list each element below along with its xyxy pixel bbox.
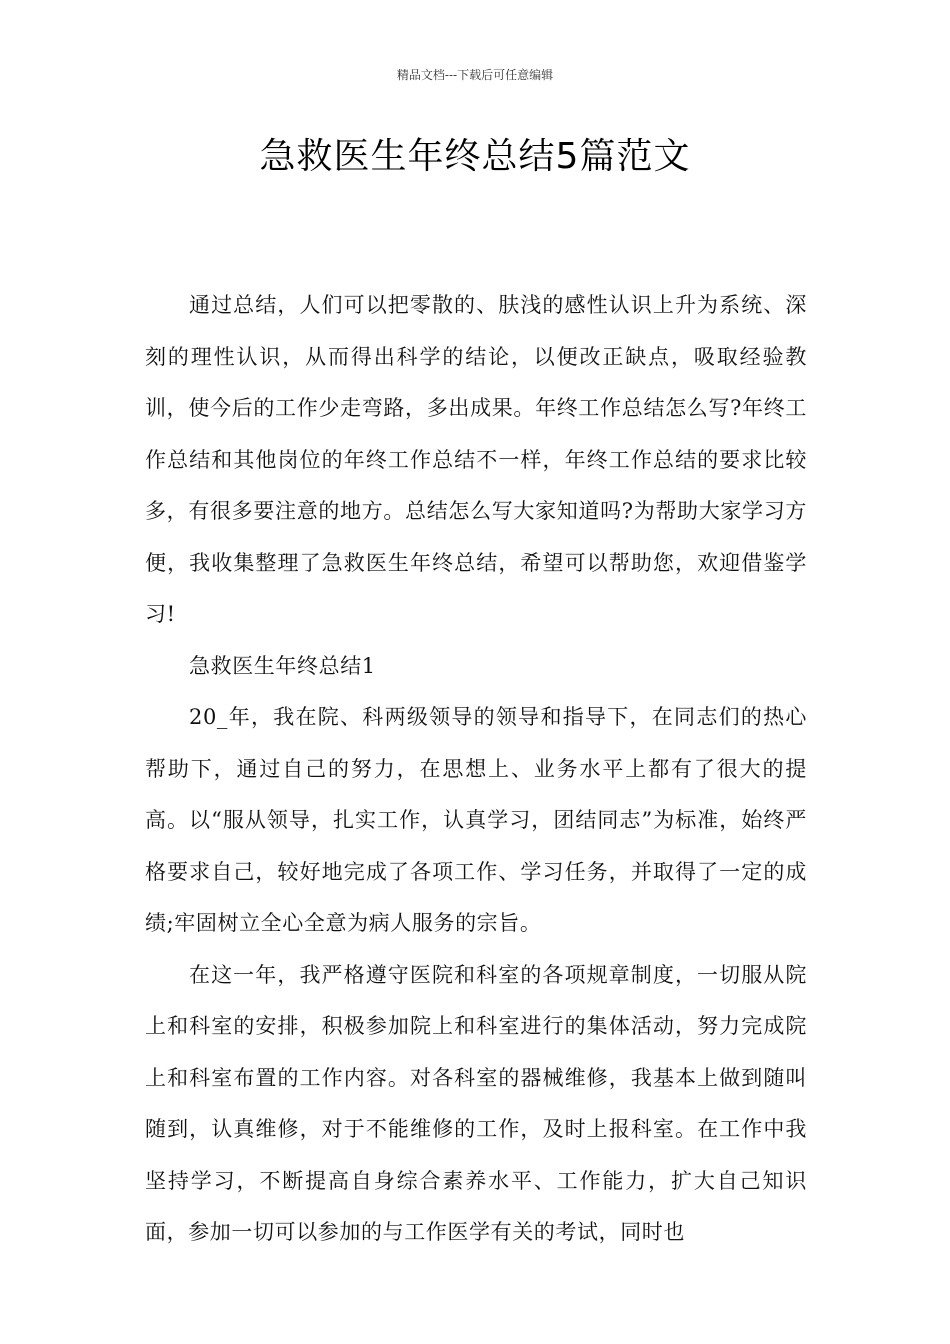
paragraph-summary-1: 20_年，我在院、科两级领导的领导和指导下，在同志们的热心帮助下，通过自己的努力，在思想上、业务水平上都有了很大的提高。以“服从领导，扎实工作，认真学习，团结同志”为标准，始终严格要求自己，较好地完成了各项工作、学习任务，并取得了一定的成绩;牢固树立全心全意为病人服务的宗旨。 bbox=[145, 705, 807, 935]
document-body bbox=[145, 280, 807, 1259]
paragraph-work-1: 在这一年，我严格遵守医院和科室的各项规章制度，一切服从院上和科室的安排，积极参加院上和科室进行的集体活动，努力完成院上和科室布置的工作内容。对各科室的器械维修，我基本上做到随叫随到，认真维修，对于不能维修的工作，及时上报科室。在工作中我坚持学习，不断提高自身综合素养水平、工作能力，扩大自己知识面，参加一切可以参加的与工作医学有关的考试，同时也 bbox=[145, 962, 807, 1244]
section-heading-1: 急救医生年终总结1 bbox=[189, 653, 376, 678]
document-title: 急救医生年终总结5篇范文 bbox=[259, 136, 691, 177]
paragraph-intro: 通过总结，人们可以把零散的、肤浅的感性认识上升为系统、深刻的理性认识，从而得出科学的结论，以便改正缺点，吸取经验教训，使今后的工作少走弯路，多出成果。年终工作总结怎么写?年终工作总结和其他岗位的年终工作总结不一样，年终工作总结的要求比较多，有很多要注意的地方。总结怎么写大家知道吗?为帮助大家学习方便，我收集整理了急救医生年终总结，希望可以帮助您，欢迎借鉴学习! bbox=[145, 293, 807, 626]
header-note: 精品文档---下载后可任意编辑 bbox=[396, 68, 554, 82]
